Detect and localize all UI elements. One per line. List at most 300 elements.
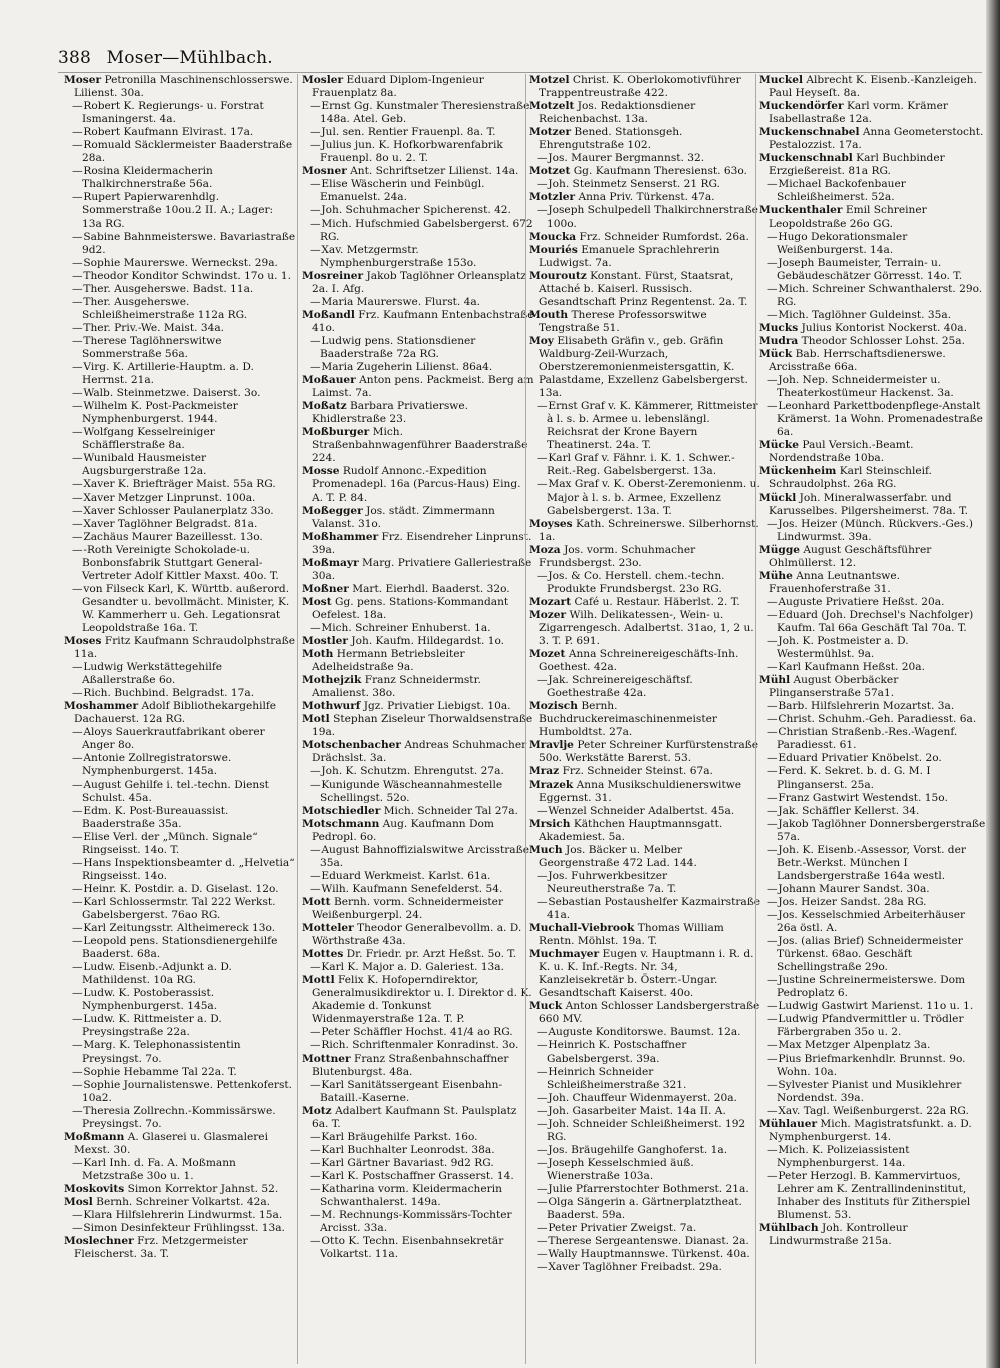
directory-entry: [759, 596, 987, 609]
surname: Motzet: [529, 165, 571, 178]
directory-entry: [759, 322, 987, 335]
surname: Motzer: [529, 126, 572, 139]
entry-text: Anna Geometerstocht. Pestalozzist. 17a.: [769, 126, 984, 152]
surname: Mosl: [64, 1196, 93, 1209]
entry-text: Eduard Diplom-Ingenieur Frauenplatz 8a.: [312, 74, 484, 100]
entry-text: Albrecht K. Eisenb.-Kanzleigeh. Paul Heyseſt. 8a.: [769, 74, 977, 100]
directory-entry: [529, 74, 761, 100]
entry-text: Therese Sergeantenswe. Dianast. 2a.: [548, 1235, 749, 1248]
entry-text: Joh. Kaufm. Hildegardst. 1o.: [351, 635, 505, 648]
entry-text: Wilhelm K. Post-Packmeister Nymphenburgerst. 1944.: [82, 400, 238, 426]
repeat-dash: —: [537, 674, 548, 687]
repeat-dash: —: [72, 726, 83, 739]
entry-text: Jgz. Privatier Liebigst. 10a.: [363, 700, 511, 713]
column-divider: [297, 74, 298, 1364]
entry-text: Edm. K. Post-Bureauassist. Baaderstraße 35a.: [82, 804, 229, 830]
directory-entry: [759, 818, 987, 844]
repeat-dash: —: [537, 1182, 548, 1195]
repeat-dash: —: [767, 804, 778, 817]
entry-text: Bab. Herrschaftsdienerswe. Arcisstraße 66a.: [769, 347, 946, 374]
directory-entry: [64, 922, 296, 935]
directory-entry: [759, 805, 987, 818]
directory-entry: [302, 139, 534, 165]
entry-text: Xaver Metzger Linprunst. 100a.: [83, 491, 256, 504]
directory-entry: [64, 257, 296, 270]
entry-text: Karl Inh. d. Fa. A. Moßmann Metzstraße 30o u. 1.: [82, 1156, 236, 1182]
directory-entry: [64, 1222, 296, 1235]
entry-text: Bernh. Schreiner Volkartst. 42a.: [96, 1196, 271, 1209]
directory-entry: [759, 335, 987, 348]
entry-text: Jos. Heizer Sandst. 28a RG.: [778, 895, 927, 908]
surname: Motl: [302, 713, 330, 726]
entry-text: Bernh. Buchdruckereimaschinenmeister Humboldtst. 27a.: [539, 700, 717, 739]
directory-entry: [759, 309, 987, 322]
surname: Mückl: [759, 491, 797, 504]
directory-entry: [302, 218, 534, 244]
surname: Mraz: [529, 765, 560, 778]
directory-entry: [529, 674, 761, 700]
directory-entry: [759, 74, 987, 100]
repeat-dash: —: [767, 974, 778, 987]
directory-entry: [759, 126, 987, 152]
directory-entry: [759, 1053, 987, 1079]
surname: Motzelt: [529, 100, 575, 113]
entry-text: Hans Inspektionsbeamter d. „Helvetia“ Ringseisst. 14o.: [82, 856, 295, 882]
surname: Moser: [64, 74, 102, 86]
repeat-dash: —: [72, 191, 83, 204]
entry-text: Joh. Mineralwasserfabr. und Karusselbes. Pilgersheimerst. 78a. T.: [769, 491, 969, 517]
surname: Motschenbacher: [302, 739, 401, 752]
entry-text: Petronilla Maschinenschlosserswe. Lilienst. 30a.: [74, 74, 293, 100]
directory-entry: [302, 805, 534, 818]
directory-entry: [529, 544, 761, 570]
entry-text: Walb. Steinmetzwe. Daiserst. 3o.: [83, 387, 261, 400]
entry-text: Jos. Fuhrwerkbesitzer Neureutherstraße 7a. T.: [547, 869, 677, 895]
directory-entry: [64, 896, 296, 922]
entry-text: A. Glaserei u. Glasmalerei Mexst. 30.: [74, 1130, 268, 1156]
repeat-dash: —: [310, 139, 321, 152]
directory-entry: [759, 283, 987, 309]
entry-text: Ludwig Pfandvermittler u. Trödler Färbergraben 35o u. 2.: [777, 1013, 964, 1039]
surname: Mouroutz: [529, 269, 587, 282]
entry-text: Gg. pens. Stations-Kommandant Oefelest. 18a.: [312, 595, 509, 621]
column-divider: [755, 74, 756, 1364]
entry-text: Wally Hauptmannswe. Türkenst. 40a.: [548, 1248, 750, 1261]
directory-entry: [759, 348, 987, 374]
entry-text: Jos. & Co. Herstell. chem.-techn. Produkte Frundsbergst. 23o RG.: [547, 569, 725, 595]
directory-entry: [529, 244, 761, 270]
surname: Mozer: [529, 608, 567, 621]
entry-text: Christ. K. Oberlokomotivführer Trappentreustraße 422.: [539, 74, 741, 100]
repeat-dash: —: [767, 400, 778, 413]
entry-text: Olga Sängerin a. Gärtnerplatztheat. Baaderst. 59a.: [547, 1196, 742, 1222]
surname: Motschiedler: [302, 804, 381, 817]
directory-entry: [64, 1183, 296, 1196]
directory-entry: [529, 570, 761, 596]
surname: Muck: [529, 1000, 563, 1013]
entry-text: Ludwig pens. Stationsdiener Baaderstraße 72a RG.: [320, 334, 476, 360]
entry-text: Café u. Restaur. Häberlst. 2. T.: [574, 595, 740, 608]
repeat-dash: —: [767, 1000, 778, 1013]
directory-entry: [302, 844, 534, 870]
entry-text: Joh. K. Postmeister a. D. Westermühlst. 9a.: [777, 635, 909, 661]
entry-text: Theodor Generalbevollm. a. D. Wörthstraße 43a.: [312, 922, 522, 948]
surname: Muckenthaler: [759, 204, 843, 217]
directory-entry: [302, 635, 534, 648]
surname: Moth: [302, 648, 334, 661]
surname: Moses: [64, 635, 102, 648]
directory-entry: [529, 805, 761, 818]
entry-text: Karl Sanitätssergeant Eisenbahn-Bataill.-Kaserne.: [320, 1078, 503, 1104]
entry-text: Virg. K. Artillerie-Hauptm. a. D. Herrnst. 21a.: [82, 361, 254, 387]
surname: Moucka: [529, 230, 577, 243]
directory-entry: [64, 322, 296, 335]
entry-text: Karl Kaufmann Heßst. 20a.: [778, 661, 925, 674]
directory-entry: [302, 896, 534, 922]
repeat-dash: —: [72, 491, 83, 504]
surname: Mouth: [529, 308, 569, 321]
surname: Moßburger: [302, 426, 370, 439]
entry-text: Sebastian Postaushelfer Kazmairstraße 41a.: [547, 895, 761, 921]
directory-entry: [302, 1131, 534, 1144]
repeat-dash: —: [537, 452, 548, 465]
entry-text: Romuald Säcklermeister Baaderstraße 28a.: [82, 139, 293, 165]
directory-entry: [529, 152, 761, 165]
directory-entry: [529, 178, 761, 191]
repeat-dash: —: [72, 282, 83, 295]
entry-text: Karl K. Postschaffner Grasserst. 14.: [321, 1169, 514, 1182]
entry-text: Otto K. Techn. Eisenbahnsekretär Volkartst. 11a.: [320, 1235, 504, 1261]
directory-entry: [302, 531, 534, 557]
entry-text: Mich. Schreiner Schwanthalerst. 29o. RG.: [777, 282, 983, 308]
entry-text: Mich. K. Polizeiassistent Nymphenburgerst. 14a.: [777, 1143, 910, 1169]
entry-text: Jos. Bräugehilfe Ganghoferst. 1a.: [548, 1143, 728, 1156]
repeat-dash: —: [310, 1078, 321, 1091]
repeat-dash: —: [72, 504, 83, 517]
repeat-dash: —: [767, 895, 778, 908]
directory-entry: [529, 1235, 761, 1248]
entry-text: Max Graf v. K. Oberst-Zeremonienm. u. Major à l. s. b. Armee, Exzellenz Gabelsbergerst. 13a. T.: [547, 478, 760, 517]
entry-text: Joh. Schneider Schleißheimerst. 192 RG.: [547, 1117, 746, 1143]
entry-text: Elisabeth Gräfin v., geb. Gräfin Waldburg-Zeil-Wurzach, Oberstzeremonienmeistersgattin, K. Palastdame, Exzellenz Gabelsbergerst. 13a.: [539, 334, 748, 400]
directory-entry: [64, 1209, 296, 1222]
surname: Mückenheim: [759, 465, 837, 478]
repeat-dash: —: [310, 1235, 321, 1248]
entry-text: Ferd. K. Sekret. b. d. G. M. I Plinganserst. 25a.: [777, 765, 931, 791]
directory-entry: [529, 191, 761, 204]
repeat-dash: —: [537, 1104, 548, 1117]
repeat-dash: —: [767, 1052, 778, 1065]
entry-text: Sophie Hebamme Tal 22a. T.: [83, 1065, 237, 1078]
entry-text: Jos. vorm. Schuhmacher Frundsbergst. 23o.: [539, 543, 696, 569]
directory-entry: [529, 309, 761, 335]
entry-text: Kath. Schreinerswe. Silberhornst. 1a.: [539, 517, 759, 543]
surname: Mosse: [302, 465, 340, 478]
entry-text: Hermann Betriebsleiter Adelheidstraße 9a.: [312, 648, 465, 674]
directory-entry: [759, 570, 987, 596]
directory-entry: [302, 1079, 534, 1105]
directory-entry: [759, 544, 987, 570]
directory-entry: [759, 465, 987, 491]
directory-entry: [64, 335, 296, 361]
directory-entry: [529, 1000, 761, 1026]
entry-text: Peter Herzogl. B. Kammervirtuos, Lehrer am K. Zentrallindeninstitut, Inhaber des Instituts für Zitherspiel Blumenst. 53.: [777, 1169, 971, 1222]
repeat-dash: —: [537, 1261, 548, 1274]
entry-text: Barbara Privatierswe. Khidlerstraße 23.: [312, 400, 469, 426]
surname: Muckenschnabl: [759, 152, 853, 165]
directory-entry: [302, 361, 534, 374]
entry-text: Mich. Taglöhner Guldeinst. 35a.: [778, 308, 952, 321]
directory-entry: [529, 818, 761, 844]
repeat-dash: —: [72, 361, 83, 374]
surname: Motteler: [302, 922, 354, 935]
directory-entry: [302, 1183, 534, 1209]
directory-entry: [302, 974, 534, 1026]
directory-entry: [529, 648, 761, 674]
repeat-dash: —: [72, 922, 83, 935]
entry-text: Frz. Kaufmann Entenbachstraße 41o.: [312, 308, 534, 334]
entry-text: Jos. Redaktionsdiener Reichenbachst. 13a.: [539, 100, 696, 126]
surname: Motschmann: [302, 817, 380, 830]
entry-text: Sylvester Pianist und Musiklehrer Nordendst. 39a.: [777, 1078, 962, 1104]
surname: Mothwurf: [302, 700, 361, 713]
entry-text: Anna Leutnantswe. Frauenhoferstraße 31.: [769, 569, 900, 595]
entry-text: M. Rechnungs-Kommissärs-Tochter Arcisst. 33a.: [320, 1209, 512, 1235]
directory-entry: [302, 1039, 534, 1052]
repeat-dash: —: [310, 1130, 321, 1143]
entry-text: Klara Hilfslehrerin Lindwurmst. 15a.: [83, 1209, 283, 1222]
entry-text: Ludw. K. Rittmeister a. D. Preysingstraße 22a.: [82, 1013, 222, 1039]
entry-text: Ernst Gg. Kunstmaler Theresienstraße 148a. Atel. Geb.: [320, 100, 530, 126]
directory-entry: [64, 961, 296, 987]
directory-entry: [759, 1144, 987, 1170]
entry-text: Julius Kontorist Nockerst. 40a.: [801, 321, 967, 334]
entry-text: Justine Schreinermeisterswe. Dom Pedroplatz 6.: [777, 974, 966, 1000]
repeat-dash: —: [72, 987, 83, 1000]
surname: Muchall-Viebrook: [529, 922, 635, 935]
directory-entry: [529, 922, 761, 948]
surname: Mosreiner: [302, 269, 364, 282]
repeat-dash: —: [537, 1156, 548, 1169]
directory-entry: [64, 387, 296, 400]
entry-text: August Bahnoffizialswitwe Arcisstraße 35a.: [320, 843, 529, 869]
entry-text: Joh. K. Eisenb.-Assessor, Vorst. der Betr.-Werkst. München I Landsbergerstraße 164a westl.: [777, 843, 966, 882]
entry-text: Anton Schlosser Landsbergerstraße 660 MV.: [539, 1000, 760, 1026]
directory-entry: [529, 165, 761, 178]
directory-entry: [64, 231, 296, 257]
directory-entry: [64, 857, 296, 883]
repeat-dash: —: [72, 687, 83, 700]
surname: Moßatz: [302, 400, 347, 413]
surname: Mottes: [302, 948, 344, 961]
repeat-dash: —: [767, 374, 778, 387]
column-4: [759, 74, 987, 1364]
entry-text: Christ. Schuhm.-Geh. Paradiesst. 6a.: [778, 713, 977, 726]
directory-entry: [302, 270, 534, 296]
directory-entry: [759, 400, 987, 439]
directory-entry: [759, 492, 987, 518]
entry-text: Ther. Ausgeherswe. Schleißheimerstraße 112a RG.: [82, 295, 248, 321]
repeat-dash: —: [767, 595, 778, 608]
directory-entry: [302, 100, 534, 126]
directory-entry: [64, 779, 296, 805]
entry-text: Peter Privatier Zweigst. 7a.: [548, 1222, 697, 1235]
surname: Mottl: [302, 974, 335, 987]
directory-entry: [64, 452, 296, 478]
surname: Moskovits: [64, 1182, 125, 1195]
surname: Moshammer: [64, 700, 139, 713]
repeat-dash: —: [310, 1026, 321, 1039]
entry-text: Rupert Papierwarenhdlg. Sommerstraße 10ou.2 II. A.; Lager: 13a RG.: [82, 191, 274, 230]
entry-text: Joseph Baumeister, Terrain- u. Gebäudeschätzer Görresst. 14o. T.: [777, 256, 963, 282]
repeat-dash: —: [537, 1026, 548, 1039]
directory-entry: [64, 400, 296, 426]
entry-text: Rudolf Annonc.-Expedition Promenadepl. 16a (Parcus-Haus) Eing. A. T. P. 84.: [312, 465, 521, 504]
entry-text: Karl Buchbinder Erzgießereist. 81a RG.: [769, 152, 945, 178]
entry-text: Heinr. K. Postdir. a. D. Giselast. 12o.: [83, 882, 279, 895]
entry-text: Pius Briefmarkenhdlr. Brunnst. 9o. Wohn. 10a.: [777, 1052, 966, 1078]
repeat-dash: —: [310, 1143, 321, 1156]
entry-text: Marg. K. Telephonassistentin Preysingst. 7o.: [82, 1039, 241, 1065]
repeat-dash: —: [537, 178, 548, 191]
surname: Motzel: [529, 74, 570, 86]
surname: Muckenschnabel: [759, 126, 860, 139]
entry-text: Elise Wäscherin und Feinbügl. Emanuelst. 24a.: [320, 178, 485, 204]
surname: Moy: [529, 334, 554, 347]
directory-entry: [529, 870, 761, 896]
repeat-dash: —: [72, 334, 83, 347]
entry-text: Julius jun. K. Hofkorbwarenfabrik Frauenpl. 8o u. 2. T.: [320, 139, 503, 165]
entry-text: Rosina Kleidermacherin Thalkirchnerstraße 56a.: [82, 165, 213, 191]
entry-text: Joh. K. Schutzm. Ehrengutst. 27a.: [321, 765, 504, 778]
directory-entry: [759, 896, 987, 909]
repeat-dash: —: [72, 230, 83, 243]
directory-entry: [64, 191, 296, 230]
surname: Moßegger: [302, 504, 363, 517]
directory-entry: [529, 1039, 761, 1065]
repeat-dash: —: [72, 804, 83, 817]
entry-text: Hugo Dekorationsmaler Weißenburgerst. 14a.: [777, 230, 908, 256]
entry-text: Joh. Steinmetz Senserst. 21 RG.: [548, 178, 720, 191]
entry-text: August Gehilfe i. tel.-techn. Dienst Schulst. 45a.: [82, 778, 269, 804]
repeat-dash: —: [72, 295, 83, 308]
directory-entry: [64, 1196, 296, 1209]
entry-text: Ludw. K. Postoberassist. Nymphenburgerst. 145a.: [82, 987, 218, 1013]
directory-entry: [64, 1079, 296, 1105]
directory-entry: [302, 465, 534, 504]
entry-text: Bened. Stationsgeh. Ehrengutstraße 102.: [539, 126, 683, 152]
directory-entry: [529, 1196, 761, 1222]
entry-text: Xaver Schlosser Paulanerplatz 33o.: [83, 504, 274, 517]
repeat-dash: —: [72, 895, 83, 908]
entry-text: Theresia Zollrechn.-Kommissärswe. Preysingst. 7o.: [82, 1104, 276, 1130]
entry-text: Therese Professorswitwe Tengstraße 51.: [539, 308, 707, 334]
surname: Moßandl: [302, 308, 355, 321]
repeat-dash: —: [72, 856, 83, 869]
directory-entry: [529, 1222, 761, 1235]
entry-text: Mich. Straßenbahnwagenführer Baaderstraße 224.: [312, 426, 528, 465]
entry-text: Auguste Konditorswe. Baumst. 12a.: [548, 1026, 741, 1039]
surname: Most: [302, 595, 332, 608]
surname: Mrazek: [529, 778, 574, 791]
directory-entry: [759, 674, 987, 700]
surname: Moßhammer: [302, 530, 379, 543]
directory-entry: [759, 909, 987, 935]
directory-entry: [529, 1157, 761, 1183]
entry-text: Xaver Taglöhner Belgradst. 81a.: [83, 517, 258, 530]
surname: Mosner: [302, 165, 347, 178]
directory-entry: [302, 1144, 534, 1157]
entry-text: Anton pens. Packmeist. Berg am Laimst. 7a.: [312, 374, 534, 400]
directory-entry: [759, 792, 987, 805]
repeat-dash: —: [72, 582, 83, 595]
surname: Moßner: [302, 582, 349, 595]
directory-entry: [302, 1157, 534, 1170]
directory-entry: [64, 165, 296, 191]
repeat-dash: —: [310, 217, 321, 230]
directory-entry: [529, 100, 761, 126]
entry-text: Jos. (alias Brief) Schneidermeister Türkenst. 68ao. Geschäft Schellingstraße 29o.: [777, 935, 963, 974]
entry-text: Wilh. Kaufmann Senefelderst. 54.: [321, 882, 503, 895]
directory-entry: [302, 1235, 534, 1261]
surname: Moßmayr: [302, 556, 359, 569]
repeat-dash: —: [310, 334, 321, 347]
entry-text: Rich. Schriftenmaler Konradinst. 3o.: [321, 1039, 519, 1052]
repeat-dash: —: [767, 608, 778, 621]
entry-text: Marg. Privatiere Galleriestraße 30a.: [312, 556, 532, 582]
repeat-dash: —: [310, 869, 321, 882]
repeat-dash: —: [767, 1143, 778, 1156]
directory-entry: [759, 700, 987, 713]
directory-entry: [529, 896, 761, 922]
directory-entry: [302, 1209, 534, 1235]
directory-entry: [302, 505, 534, 531]
entry-text: Karl Bräugehilfe Parkst. 16o.: [321, 1130, 478, 1143]
surname: Muckendörfer: [759, 100, 844, 113]
entry-text: August Geschäftsführer Ohlmüllerst. 12.: [769, 543, 932, 569]
entry-text: Paul Versich.-Beamt. Nordendstraße 10ba.: [769, 439, 914, 465]
entry-text: Maria Zugeherin Lilienst. 86a4.: [321, 361, 493, 374]
surname: Mozart: [529, 595, 572, 608]
directory-entry: [759, 1170, 987, 1222]
directory-entry: [529, 739, 761, 765]
surname: Mravlje: [529, 739, 574, 752]
surname: Moyses: [529, 517, 573, 530]
repeat-dash: —: [310, 1182, 321, 1195]
directory-entry: [64, 1105, 296, 1131]
entry-text: Frz. Schneider Steinst. 67a.: [562, 765, 713, 778]
directory-entry: [302, 583, 534, 596]
directory-entry: [529, 1026, 761, 1039]
entry-text: Jos. Maurer Bergmannst. 32.: [548, 152, 705, 165]
surname: Mostler: [302, 635, 348, 648]
directory-entry: [64, 1131, 296, 1157]
directory-entry: [302, 244, 534, 270]
directory-entry: [529, 478, 761, 517]
repeat-dash: —: [310, 100, 321, 113]
repeat-dash: —: [537, 1222, 548, 1235]
repeat-dash: —: [537, 1065, 548, 1078]
directory-entry: [759, 844, 987, 883]
directory-entry: [302, 922, 534, 948]
directory-entry: [302, 883, 534, 896]
entry-text: Ludwig Werkstättegehilfe Aßallerstraße 6o.: [82, 661, 223, 687]
entry-text: Karl K. Major a. D. Galeriest. 13a.: [321, 961, 504, 974]
repeat-dash: —: [537, 478, 548, 491]
repeat-dash: —: [310, 243, 321, 256]
entry-text: Johann Maurer Sandst. 30a.: [778, 882, 930, 895]
directory-entry: [759, 1118, 987, 1144]
